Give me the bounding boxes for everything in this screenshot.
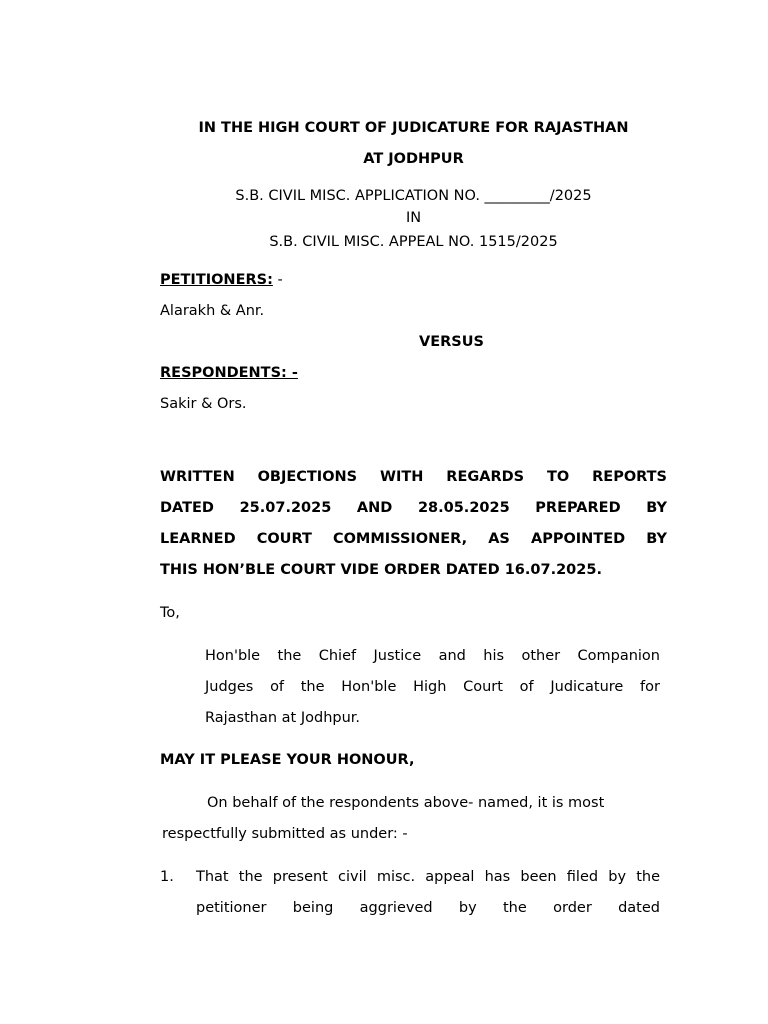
address-line-2: Judges of the Hon'ble High Court of Judicature for	[205, 679, 660, 695]
subject-line-2: DATED 25.07.2025 AND 28.05.2025 PREPARED BY	[160, 500, 667, 516]
salutation: MAY IT PLEASE YOUR HONOUR,	[160, 752, 415, 768]
subject-line-3: LEARNED COURT COMMISSIONER, AS APPOINTED BY	[160, 531, 667, 547]
subject-line-4: THIS HON’BLE COURT VIDE ORDER DATED 16.07.2025.	[160, 562, 602, 578]
point-1-line-2: petitioner being aggrieved by the order dated	[196, 900, 660, 916]
court-title-line1: IN THE HIGH COURT OF JUDICATURE FOR RAJASTHAN	[198, 120, 629, 136]
respondents-label: RESPONDENTS: -	[160, 365, 298, 381]
petitioners-name: Alarakh & Anr.	[160, 303, 265, 319]
point-1-number: 1.	[160, 869, 174, 885]
intro-line-2: respectfully submitted as under: -	[162, 826, 408, 842]
appeal-number: S.B. CIVIL MISC. APPEAL NO. 1515/2025	[269, 234, 558, 250]
intro-line-1: On behalf of the respondents above- named, it is most	[207, 795, 605, 811]
petitioners-label: PETITIONERS:	[160, 272, 273, 288]
respondents-name: Sakir & Ors.	[160, 396, 247, 412]
address-to: To,	[160, 605, 180, 621]
subject-line-1: WRITTEN OBJECTIONS WITH REGARDS TO REPORTS	[160, 469, 667, 485]
application-number: S.B. CIVIL MISC. APPLICATION NO. _________/2025	[235, 188, 592, 204]
petitioners-dash: -	[272, 272, 283, 288]
address-line-3: Rajasthan at Jodhpur.	[205, 710, 361, 726]
versus-label: VERSUS	[419, 334, 484, 350]
petitioners-heading	[160, 270, 667, 290]
point-1-line-1: That the present civil misc. appeal has been filed by the	[196, 869, 660, 885]
address-line-1: Hon'ble the Chief Justice and his other Companion	[205, 648, 660, 664]
in-connector: IN	[405, 210, 422, 226]
court-title-line2: AT JODHPUR	[363, 151, 464, 167]
